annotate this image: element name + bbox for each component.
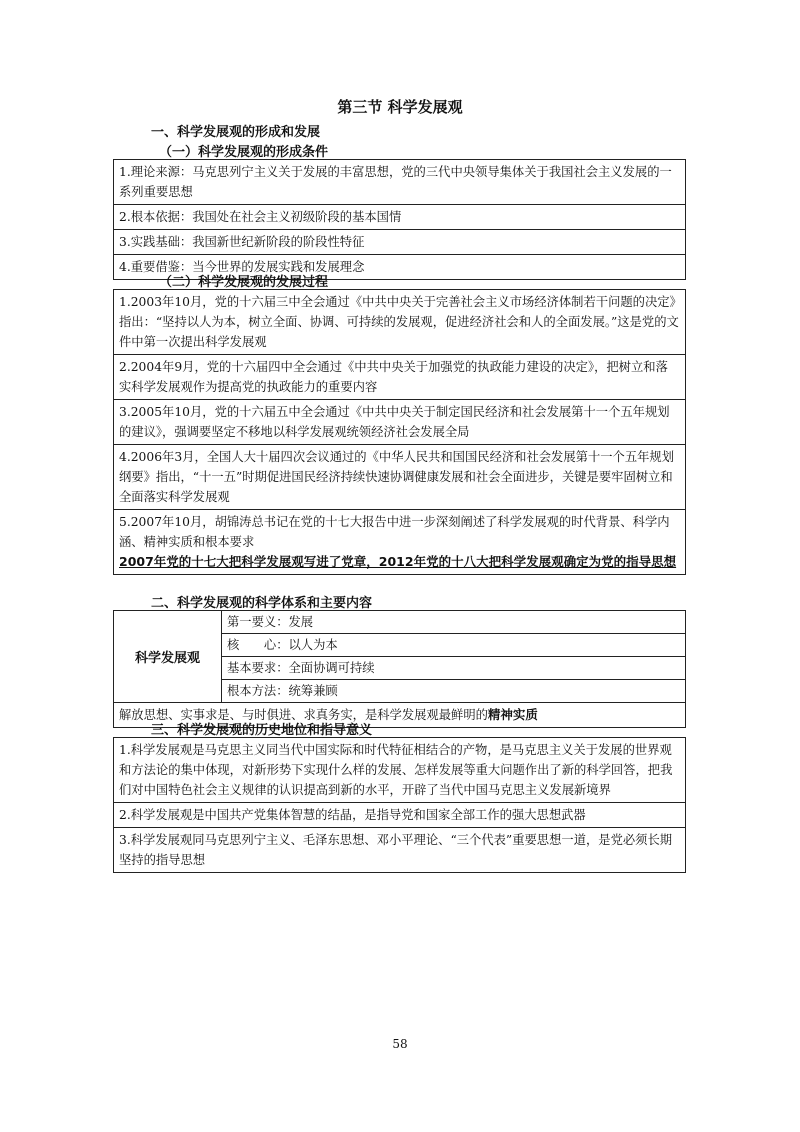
table-cell: 第一要义：发展 xyxy=(222,611,685,634)
table-row: 1.理论来源：马克思列宁主义关于发展的丰富思想，党的三代中央领导集体关于我国社会主义发展的一系列重要思想 xyxy=(114,160,685,205)
summary-text: 解放思想、实事求是、与时俱进、求真务实，是科学发展观最鲜明的 xyxy=(119,708,488,722)
section-1-heading: 一、科学发展观的形成和发展 xyxy=(151,125,321,140)
table-row: 2.2004年9月，党的十六届四中全会通过《中共中央关于加强党的执政能力建设的决定》，把树立和落实科学发展观作为提高党的执政能力的重要内容 xyxy=(114,355,685,400)
table-row: 3.实践基础：我国新世纪新阶段的阶段性特征 xyxy=(114,230,685,255)
table-cell: 核 心：以人为本 xyxy=(222,634,685,657)
table-row xyxy=(114,510,685,574)
table-cell: 根本方法：统筹兼顾 xyxy=(227,684,338,698)
page-number: 58 xyxy=(392,1037,408,1051)
table-cell: 基本要求：全面协调可持续 xyxy=(222,657,685,680)
subsection-1-heading: （一）科学发展观的形成条件 xyxy=(159,145,329,160)
content-grid xyxy=(114,611,685,703)
table-row: 1.2003年10月，党的十六届三中全会通过《中共中央关于完善社会主义市场经济体制若干问题的决定》指出：“坚持以人为本，树立全面、协调、可持续的发展观，促进经济社会和人的全面发展。”这是党的文件中第一次提出科学发展观 xyxy=(114,290,685,355)
page-title: 第三节 科学发展观 xyxy=(337,98,463,116)
summary-emphasis: 精神实质 xyxy=(487,707,538,722)
key-note: 2007年党的十七大把科学发展观写进了党章，2012年党的十八大把科学发展观确定为党的指导思想 xyxy=(119,554,677,569)
subsection-2-heading: （二）科学发展观的发展过程 xyxy=(159,275,329,290)
section-3-heading: 三、科学发展观的历史地位和指导意义 xyxy=(151,723,373,738)
table-row: 3.2005年10月，党的十六届五中全会通过《中共中央关于制定国民经济和社会发展第十一个五年规划的建议》，强调要坚定不移地以科学发展观统领经济社会发展全局 xyxy=(114,400,685,445)
content-system-table xyxy=(113,610,686,728)
list-item: 5.2007年10月，胡锦涛总书记在党的十七大报告中进一步深刻阐述了科学发展观的时代背景、科学内涵、精神实质和根本要求 xyxy=(119,515,670,549)
table-row: 1.科学发展观是马克思主义同当代中国实际和时代特征相结合的产物，是马克思主义关于发展的世界观和方法论的集中体现，对新形势下实现什么样的发展、怎样发展等重大问题作出了新的科学回答，把我们对中国特色社会主义规律的认识提高到新的水平，开辟了当代中国马克思主义发展新境界 xyxy=(114,738,685,803)
table-row: 4.重要借鉴：当今世界的发展实践和发展理念 xyxy=(119,260,365,274)
development-process-table xyxy=(113,289,686,575)
formation-conditions-table xyxy=(113,159,686,280)
concept-label: 科学发展观 xyxy=(114,611,222,702)
table-row: 2.根本依据：我国处在社会主义初级阶段的基本国情 xyxy=(114,205,685,230)
table-row: 2.科学发展观是中国共产党集体智慧的结晶，是指导党和国家全部工作的强大思想武器 xyxy=(114,803,685,828)
table-row: 4.2006年3月，全国人大十届四次会议通过的《中华人民共和国国民经济和社会发展第十一个五年规划纲要》指出，“十一五”时期促进国民经济持续快速协调健康发展和社会全面进步，关键是要牢固树立和全面落实科学发展观 xyxy=(114,445,685,510)
table-row: 3.科学发展观同马克思列宁主义、毛泽东思想、邓小平理论、“三个代表”重要思想一道，是党必须长期坚持的指导思想 xyxy=(119,833,673,867)
historical-status-table xyxy=(113,737,686,873)
section-2-heading: 二、科学发展观的科学体系和主要内容 xyxy=(151,596,373,611)
